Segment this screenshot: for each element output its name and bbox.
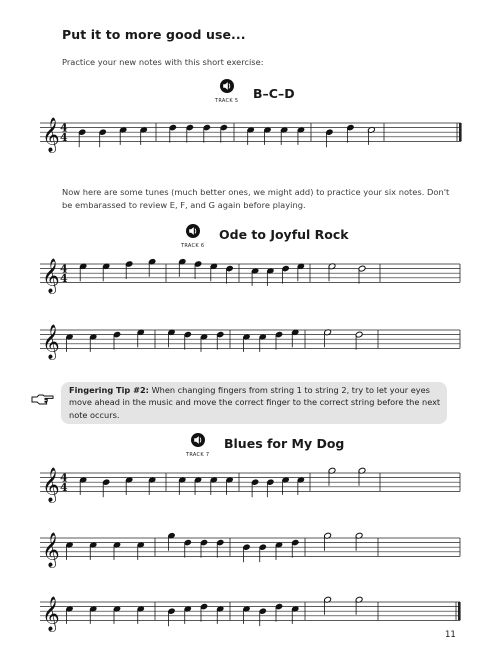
time-signature-top: 4 bbox=[60, 121, 68, 135]
final-barline-thick bbox=[459, 123, 462, 141]
track-label: TRACK 5 bbox=[215, 98, 239, 104]
tip-label: Fingering Tip #2: bbox=[69, 385, 149, 395]
song-title: Blues for My Dog bbox=[224, 436, 345, 451]
treble-clef-icon: 𝄞 bbox=[42, 324, 60, 360]
track-label: TRACK 6 bbox=[181, 243, 205, 249]
body-paragraph: Now here are some tunes (much better ones, we might add) to practice your six notes. Don't be embarassed to review E, F, and G again before playing. bbox=[62, 187, 450, 210]
treble-clef-icon: 𝄞 bbox=[42, 258, 60, 294]
section-heading: Put it to more good use... bbox=[62, 27, 246, 42]
tip-body: When changing fingers from string 1 to string 2, try to let your eyes move ahead in the music and move the correct finger to the correct string before the next note occurs. bbox=[69, 385, 441, 420]
time-signature-bottom: 4 bbox=[60, 480, 68, 494]
time-signature-top: 4 bbox=[60, 262, 68, 276]
final-barline-thick bbox=[458, 602, 461, 620]
exercise-title: B–C–D bbox=[253, 86, 295, 101]
treble-clef-icon: 𝄞 bbox=[42, 467, 60, 503]
time-signature-bottom: 4 bbox=[60, 130, 68, 144]
treble-clef-icon: 𝄞 bbox=[42, 596, 60, 632]
time-signature-bottom: 4 bbox=[60, 271, 68, 285]
time-signature-top: 4 bbox=[60, 471, 68, 485]
intro-text: Practice your new notes with this short exercise: bbox=[62, 57, 264, 67]
treble-clef-icon: 𝄞 bbox=[42, 532, 60, 568]
treble-clef-icon: 𝄞 bbox=[42, 117, 60, 153]
song-title: Ode to Joyful Rock bbox=[219, 227, 349, 242]
track-label: TRACK 7 bbox=[186, 452, 210, 458]
page-number: 11 bbox=[445, 630, 456, 640]
